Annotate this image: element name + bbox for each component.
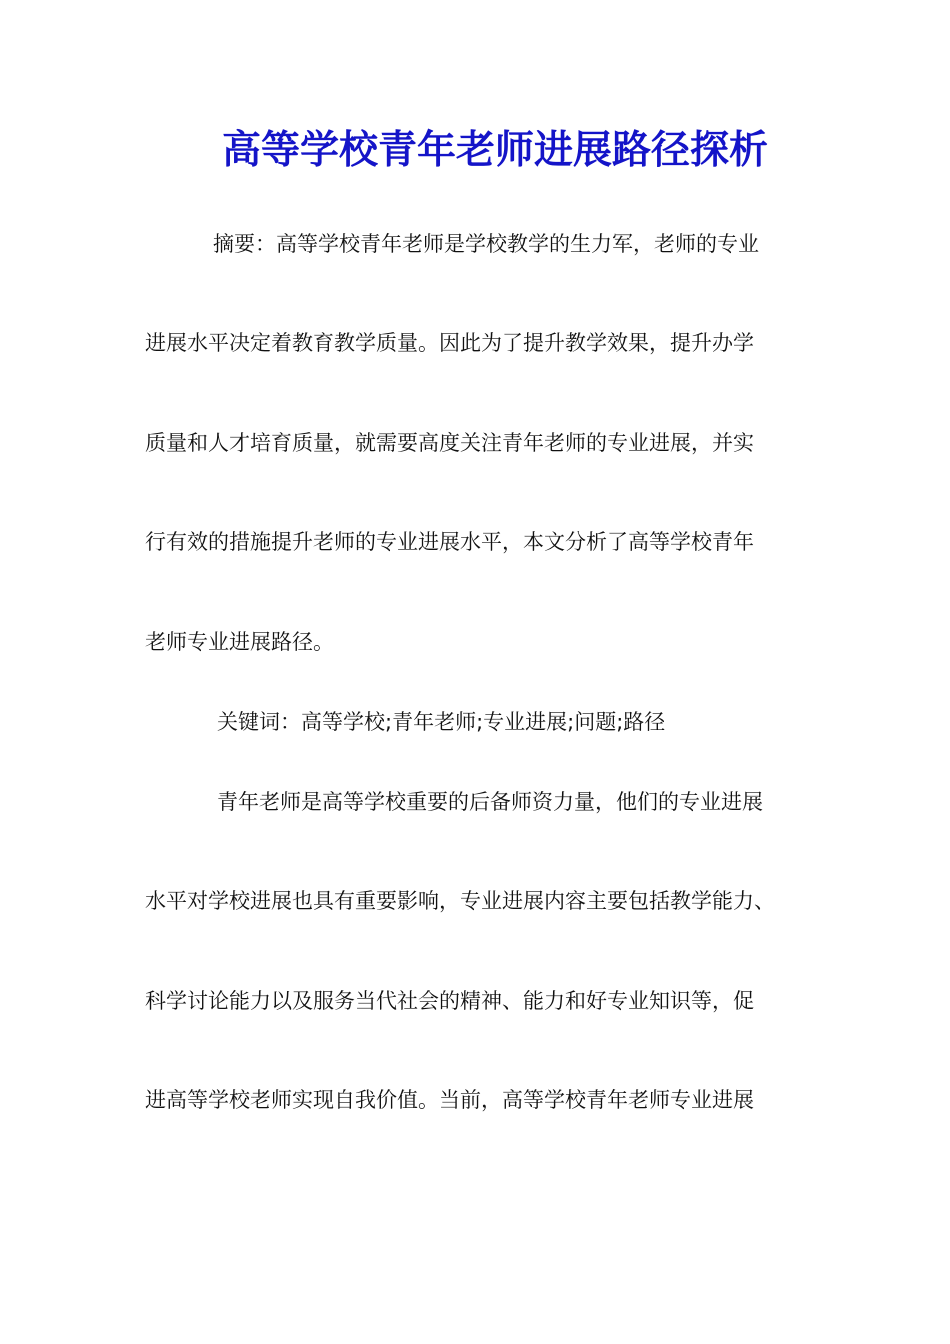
- body-line: 进高等学校老师实现自我价值。当前，高等学校青年老师专业进展: [145, 1088, 754, 1112]
- abstract-line: 老师专业进展路径。: [145, 630, 334, 654]
- body-line: 水平对学校进展也具有重要影响，专业进展内容主要包括教学能力、: [145, 889, 775, 913]
- abstract-line: 质量和人才培育质量，就需要高度关注青年老师的专业进展，并实: [145, 431, 754, 455]
- document-title: 高等学校青年老师进展路径探析: [221, 127, 768, 173]
- abstract-line: 行有效的措施提升老师的专业进展水平，本文分析了高等学校青年: [145, 530, 754, 554]
- body-line: 青年老师是高等学校重要的后备师资力量，他们的专业进展: [217, 790, 763, 814]
- abstract-line: 摘要：高等学校青年老师是学校教学的生力军，老师的专业: [213, 232, 759, 256]
- abstract-line: 进展水平决定着教育教学质量。因此为了提升教学效果，提升办学: [145, 331, 754, 355]
- body-line: 科学讨论能力以及服务当代社会的精神、能力和好专业知识等，促: [145, 989, 754, 1013]
- keywords-line: 关键词：高等学校;青年老师;专业进展;问题;路径: [217, 710, 666, 734]
